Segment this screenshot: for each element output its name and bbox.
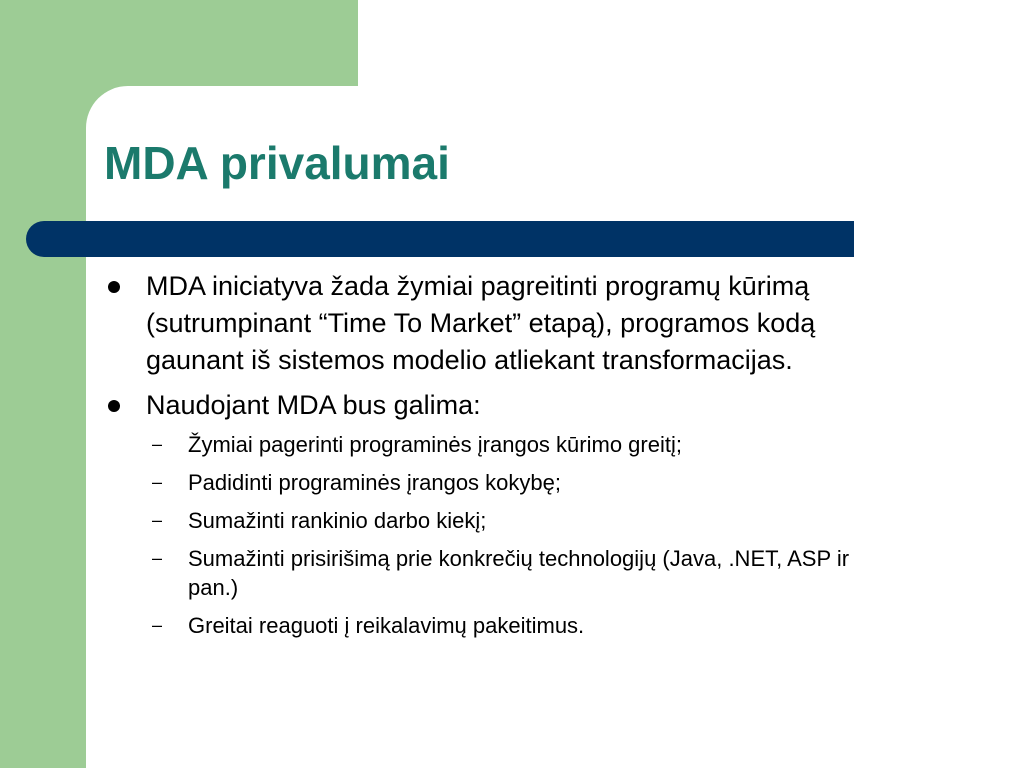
sub-bullet-text: Sumažinti rankinio darbo kiekį;	[188, 508, 487, 533]
dash-bullet-icon: –	[152, 510, 163, 530]
bullet-item	[104, 387, 904, 640]
title-underline-bar	[26, 221, 854, 257]
dash-bullet-icon: –	[152, 472, 163, 492]
slide-body	[104, 268, 904, 649]
bullet-item	[104, 268, 904, 379]
sub-bullet-text: Padidinti programinės įrangos kokybę;	[188, 470, 561, 495]
sub-bullet-item	[146, 544, 904, 602]
sub-bullet-item	[146, 611, 904, 640]
bullet-dot-icon	[108, 281, 120, 293]
sub-bullet-item	[146, 468, 904, 497]
bullet-text: Naudojant MDA bus galima:	[146, 390, 481, 420]
sub-bullet-item	[146, 506, 904, 535]
bullet-list	[104, 268, 904, 640]
sub-bullet-item	[146, 430, 904, 459]
sub-bullet-text: Sumažinti prisirišimą prie konkrečių technologijų (Java, .NET, ASP ir pan.)	[188, 546, 850, 600]
slide-title: MDA privalumai	[104, 137, 450, 189]
dash-bullet-icon: –	[152, 434, 163, 454]
dash-bullet-icon: –	[152, 615, 163, 635]
dash-bullet-icon: –	[152, 548, 163, 568]
bullet-text: MDA iniciatyva žada žymiai pagreitinti programų kūrimą (sutrumpinant “Time To Market” etapą), programos kodą gaunant iš sistemos modelio atliekant transformacijas.	[146, 271, 816, 375]
sub-bullet-text: Greitai reaguoti į reikalavimų pakeitimus.	[188, 613, 585, 638]
sub-bullet-text: Žymiai pagerinti programinės įrangos kūrimo greitį;	[188, 432, 682, 457]
sub-bullet-list	[146, 430, 904, 640]
bullet-dot-icon	[108, 400, 120, 412]
